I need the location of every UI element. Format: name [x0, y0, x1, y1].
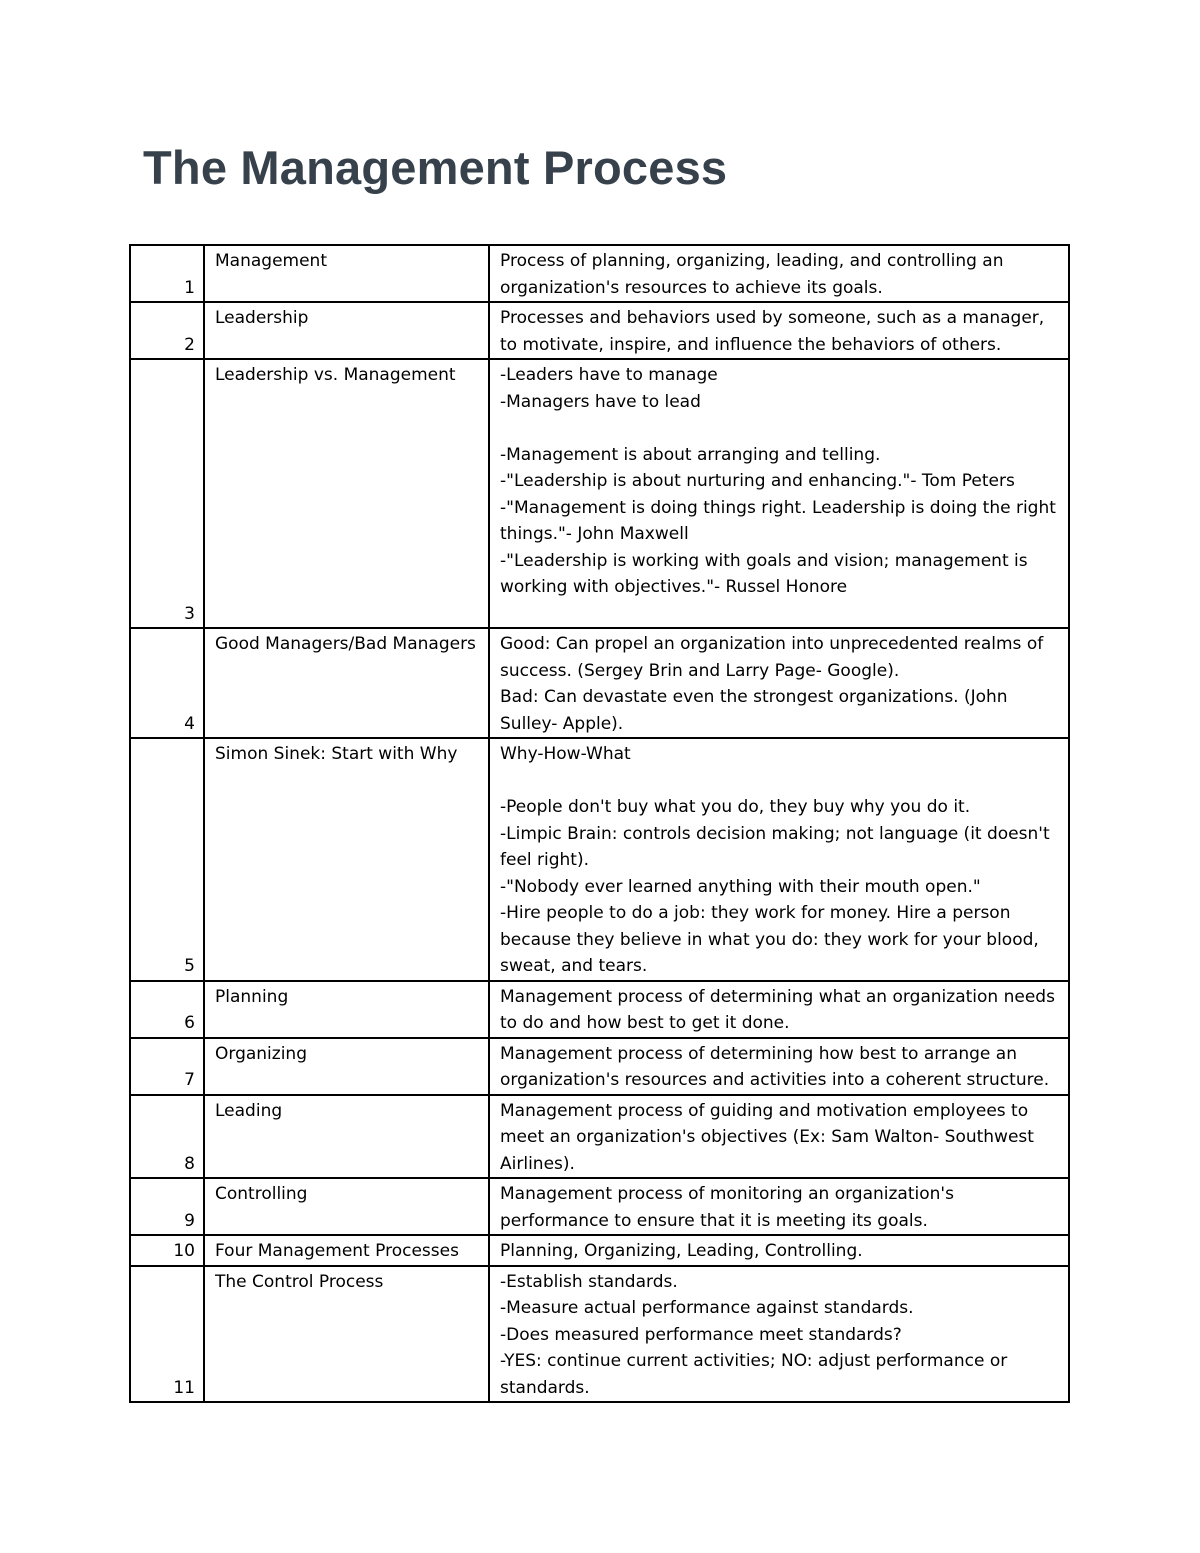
definition-cell: [489, 1266, 1069, 1403]
definition-line: -"Leadership is working with goals and vision; management is working with objectives."- Russel Honore: [500, 550, 1028, 597]
definition-line: -Hire people to do a job: they work for money. Hire a person because they believe in what you do: they work for your blood, sweat, and tears.: [500, 903, 1039, 976]
table-row: [130, 738, 1069, 981]
definition-line: Management process of determining how best to arrange an organization's resources and activities into a coherent structure.: [500, 1043, 1050, 1090]
term-cell: Organizing: [204, 1038, 489, 1095]
definition-line: -Management is about arranging and telling.: [500, 444, 881, 465]
row-number: 4: [130, 628, 204, 738]
table-row: [130, 1038, 1069, 1095]
term-cell: Good Managers/Bad Managers: [204, 628, 489, 738]
definition-line: -"Nobody ever learned anything with their mouth open.": [500, 876, 981, 897]
definition-line: [500, 768, 1060, 795]
page-title: The Management Process: [143, 141, 728, 194]
definition-line: -"Management is doing things right. Leadership is doing the right things."- John Maxwell: [500, 497, 1056, 544]
term-cell: Management: [204, 245, 489, 302]
table-row: [130, 359, 1069, 628]
definition-line: Bad: Can devastate even the strongest organizations. (John Sulley- Apple).: [500, 687, 1008, 734]
definition-cell: [489, 1235, 1069, 1266]
definition-cell: [489, 302, 1069, 359]
row-number: 9: [130, 1178, 204, 1235]
table-row: [130, 1178, 1069, 1235]
definition-line: [500, 601, 1060, 628]
row-number: 1: [130, 245, 204, 302]
term-cell: Four Management Processes: [204, 1235, 489, 1266]
definition-line: [500, 415, 1060, 442]
table-row: [130, 1235, 1069, 1266]
table-row: [130, 302, 1069, 359]
term-cell: Leadership: [204, 302, 489, 359]
definition-cell: [489, 1095, 1069, 1179]
table-row: [130, 981, 1069, 1038]
definition-line: -People don't buy what you do, they buy why you do it.: [500, 797, 971, 817]
definition-cell: [489, 738, 1069, 981]
definition-line: Processes and behaviors used by someone, such as a manager, to motivate, inspire, and influence the behaviors of others.: [500, 308, 1045, 355]
table-row: [130, 1095, 1069, 1179]
definition-line: Management process of monitoring an organization's performance to ensure that it is meeting its goals.: [500, 1184, 954, 1231]
definition-line: -Does measured performance meet standards?: [500, 1324, 902, 1345]
table-row: [130, 628, 1069, 738]
definition-line: Management process of determining what an organization needs to do and how best to get it done.: [500, 986, 1055, 1033]
terms-table-body: [130, 245, 1069, 1402]
definition-cell: [489, 359, 1069, 628]
term-cell: Leadership vs. Management: [204, 359, 489, 628]
definition-line: -Establish standards.: [500, 1271, 678, 1292]
definition-line: Planning, Organizing, Leading, Controlling.: [500, 1241, 863, 1261]
definition-line: -Measure actual performance against standards.: [500, 1298, 914, 1318]
row-number: 5: [130, 738, 204, 981]
definition-line: -Leaders have to manage: [500, 365, 718, 385]
definition-line: -"Leadership is about nurturing and enhancing."- Tom Peters: [500, 471, 1015, 491]
table-row: [130, 1266, 1069, 1403]
term-cell: Planning: [204, 981, 489, 1038]
table-row: [130, 245, 1069, 302]
row-number: 3: [130, 359, 204, 628]
row-number: 7: [130, 1038, 204, 1095]
definition-cell: [489, 981, 1069, 1038]
definition-cell: [489, 1038, 1069, 1095]
terms-table: [129, 244, 1070, 1403]
definition-line: Management process of guiding and motivation employees to meet an organization's objectives (Ex: Sam Walton- Southwest Airlines).: [500, 1100, 1034, 1174]
row-number: 2: [130, 302, 204, 359]
row-number: 10: [130, 1235, 204, 1266]
term-cell: Simon Sinek: Start with Why: [204, 738, 489, 981]
definition-line: Process of planning, organizing, leading, and controlling an organization's resources to achieve its goals.: [500, 251, 1004, 298]
term-cell: Controlling: [204, 1178, 489, 1235]
definition-line: -Limpic Brain: controls decision making; not language (it doesn't feel right).: [500, 823, 1050, 870]
definition-line: -YES: continue current activities; NO: adjust performance or standards.: [500, 1351, 1008, 1398]
definition-line: Why-How-What: [500, 744, 631, 764]
definition-line: -Managers have to lead: [500, 391, 701, 412]
definition-cell: [489, 1178, 1069, 1235]
row-number: 8: [130, 1095, 204, 1179]
definition-cell: [489, 245, 1069, 302]
term-cell: Leading: [204, 1095, 489, 1179]
definition-cell: [489, 628, 1069, 738]
term-cell: The Control Process: [204, 1266, 489, 1403]
row-number: 11: [130, 1266, 204, 1403]
row-number: 6: [130, 981, 204, 1038]
definition-line: Good: Can propel an organization into unprecedented realms of success. (Sergey Brin and Larry Page- Google).: [500, 634, 1044, 681]
